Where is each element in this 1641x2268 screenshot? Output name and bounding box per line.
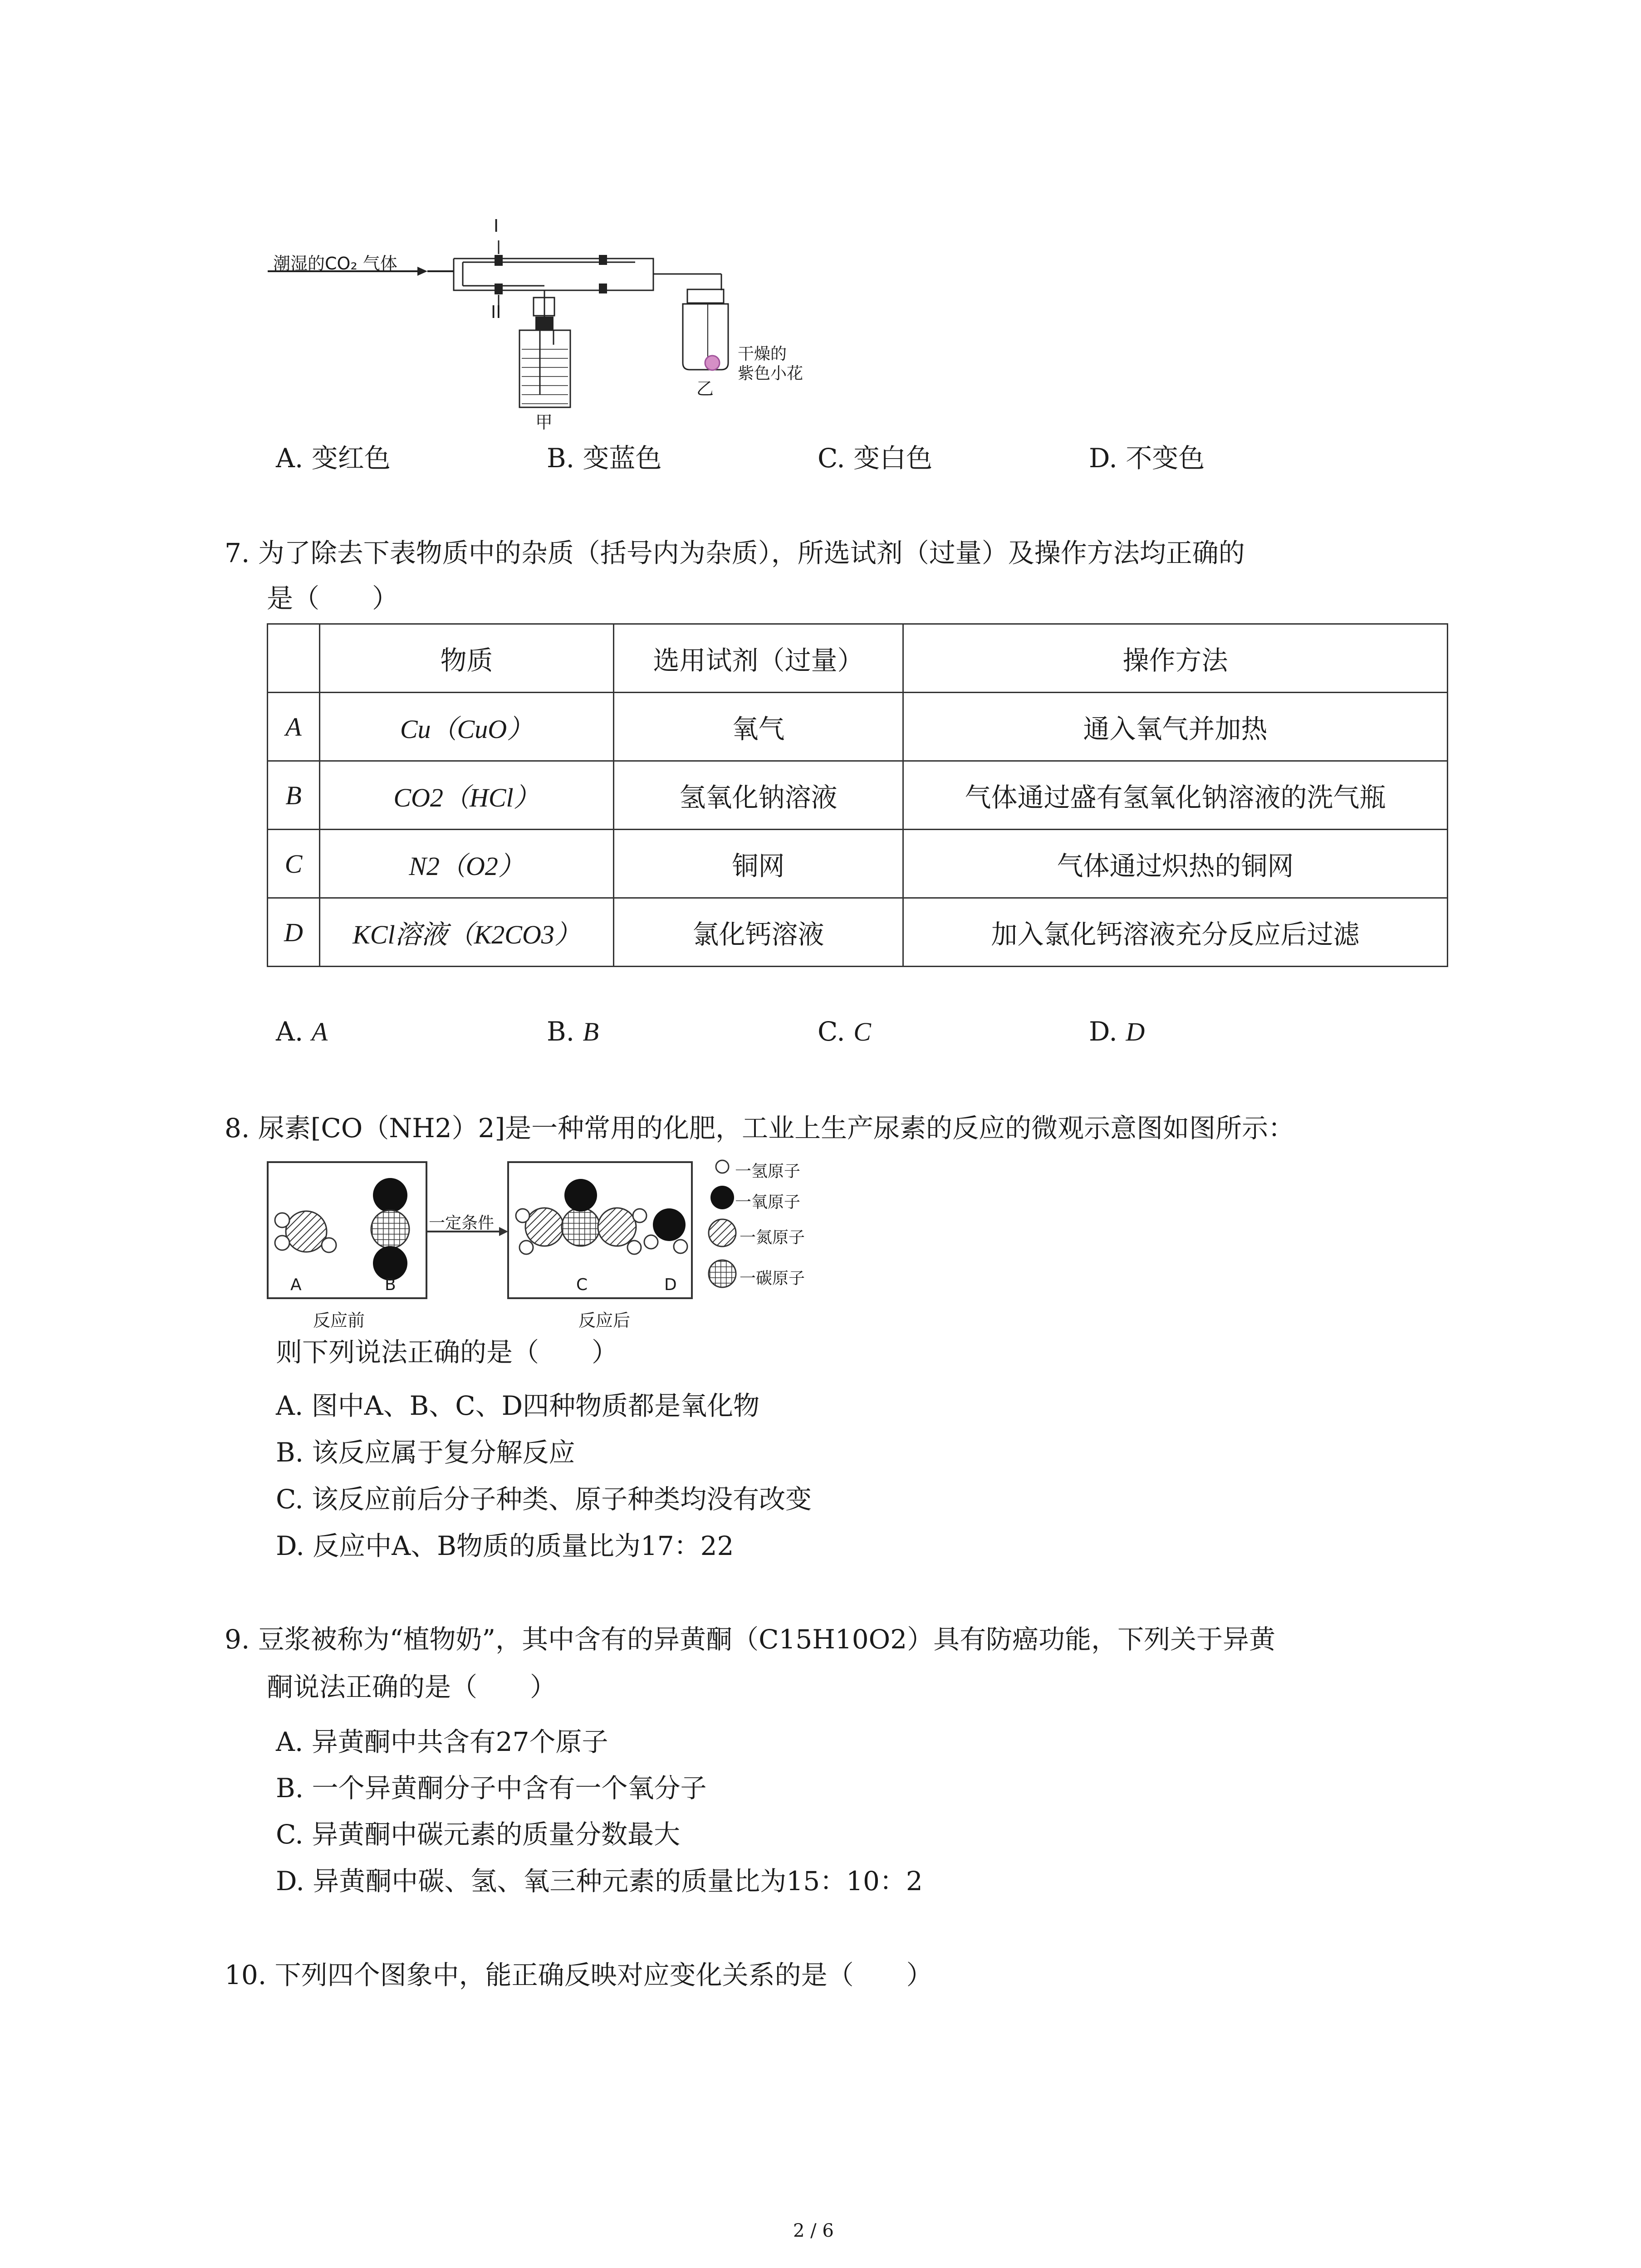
legend-carbon: 一碳原子 (740, 1269, 805, 1288)
molecule-label-c: C (576, 1276, 588, 1294)
option-value: C (853, 1017, 871, 1046)
q6-option-c[interactable]: C. 变白色 (818, 443, 933, 474)
bottle-jia-label: 甲 (535, 412, 553, 432)
option-letter: A. (276, 1016, 304, 1047)
q8-option-b[interactable]: B. 该反应属于复分解反应 (276, 1437, 575, 1468)
flower-label-1: 干燥的 (738, 345, 787, 363)
caption-before: 反应前 (313, 1310, 365, 1330)
method-cell: 气体通过炽热的铜网 (903, 830, 1448, 898)
valve-1-label: I (494, 216, 499, 236)
q8-option-a[interactable]: A. 图中A、B、C、D四种物质都是氧化物 (276, 1390, 760, 1421)
molecule-label-a: A (290, 1276, 302, 1294)
molecule-label-b: B (385, 1276, 396, 1294)
option-letter: B. (547, 1016, 575, 1047)
q8-reaction-diagram (263, 1152, 853, 1334)
q9-option-b[interactable]: B. 一个异黄酮分子中含有一个氧分子 (276, 1773, 707, 1804)
substance-cell: KCl溶液（K2CO3） (353, 920, 581, 949)
q7-option-b[interactable] (547, 1016, 599, 1047)
q7-stem-line2: 是（ ） (267, 583, 399, 614)
q8-question: 则下列说法正确的是（ ） (276, 1337, 618, 1368)
option-letter: C. (818, 1016, 845, 1047)
table-row (268, 898, 1448, 967)
bottle-yi-label: 乙 (696, 379, 714, 399)
table-row (268, 693, 1448, 761)
table-header-row (268, 624, 1448, 693)
legend-nitrogen: 一氮原子 (740, 1228, 805, 1247)
row-label: D (284, 918, 303, 947)
method-cell: 气体通过盛有氢氧化钠溶液的洗气瓶 (903, 761, 1448, 830)
row-label: B (285, 781, 302, 810)
method-cell: 通入氧气并加热 (903, 693, 1448, 761)
gas-label: 潮湿的CO₂ 气体 (273, 254, 397, 274)
q6-option-a[interactable]: A. 变红色 (276, 443, 391, 474)
q7-option-d[interactable] (1089, 1016, 1145, 1047)
reagent-cell: 氯化钙溶液 (614, 898, 903, 967)
molecule-label-d: D (664, 1276, 677, 1294)
condition-label: 一定条件 (429, 1214, 495, 1232)
q6-option-d[interactable]: D. 不变色 (1089, 443, 1205, 474)
q9-option-a[interactable]: A. 异黄酮中共含有27个原子 (276, 1726, 608, 1757)
q7-option-c[interactable] (818, 1016, 871, 1047)
q9-option-c[interactable]: C. 异黄酮中碳元素的质量分数最大 (276, 1819, 681, 1850)
q6-option-b[interactable]: B. 变蓝色 (547, 443, 662, 474)
q7-option-a[interactable] (276, 1016, 328, 1047)
table-row (268, 830, 1448, 898)
q9-stem-line1: 9. 豆浆被称为“植物奶”，其中含有的异黄酮（C15H10O2）具有防癌功能，下列关于异黄 (225, 1624, 1276, 1655)
substance-cell: Cu（CuO） (400, 714, 534, 744)
caption-after: 反应后 (578, 1310, 631, 1330)
apparatus-drawing (263, 213, 853, 431)
reagent-cell: 铜网 (614, 830, 903, 898)
q9-option-d[interactable]: D. 异黄酮中碳、氢、氧三种元素的质量比为15：10：2 (276, 1866, 923, 1897)
reagent-cell: 氧气 (614, 693, 903, 761)
q8-option-d[interactable]: D. 反应中A、B物质的质量比为17：22 (276, 1530, 734, 1561)
option-letter: D. (1089, 1016, 1117, 1047)
table-header-cell (268, 624, 320, 693)
q10-stem: 10. 下列四个图象中，能正确反映对应变化关系的是（ ） (225, 1960, 933, 1990)
page-number: 2 / 6 (793, 2220, 834, 2241)
method-cell: 加入氯化钙溶液充分反应后过滤 (903, 898, 1448, 967)
q7-stem-line1: 7. 为了除去下表物质中的杂质（括号内为杂质），所选试剂（过量）及操作方法均正确的 (225, 538, 1245, 568)
substance-cell: CO2（HCl） (393, 783, 540, 812)
q8-stem: 8. 尿素[CO（NH2）2]是一种常用的化肥，工业上生产尿素的反应的微观示意图如图所示： (225, 1113, 1295, 1144)
table-header-cell: 操作方法 (903, 624, 1448, 693)
q9-stem-line2: 酮说法正确的是（ ） (267, 1672, 557, 1702)
valve-2-label: II (491, 302, 501, 322)
q6-apparatus-diagram (263, 213, 853, 431)
q7-table (267, 623, 1448, 967)
table-header-cell: 选用试剂（过量） (614, 624, 903, 693)
q8-option-c[interactable]: C. 该反应前后分子种类、原子种类均没有改变 (276, 1484, 812, 1515)
legend-oxygen: 一氧原子 (735, 1193, 801, 1212)
reagent-cell: 氢氧化钠溶液 (614, 761, 903, 830)
substance-cell: N2（O2） (409, 851, 524, 881)
option-value: B (583, 1017, 599, 1046)
table-header-cell: 物质 (320, 624, 614, 693)
option-value: D (1126, 1017, 1145, 1046)
row-label: C (284, 849, 303, 879)
table-row (268, 761, 1448, 830)
option-value: A (311, 1017, 328, 1046)
row-label: A (285, 712, 302, 742)
legend-hydrogen: 一氢原子 (735, 1162, 801, 1181)
flower-label-2: 紫色小花 (738, 364, 803, 383)
